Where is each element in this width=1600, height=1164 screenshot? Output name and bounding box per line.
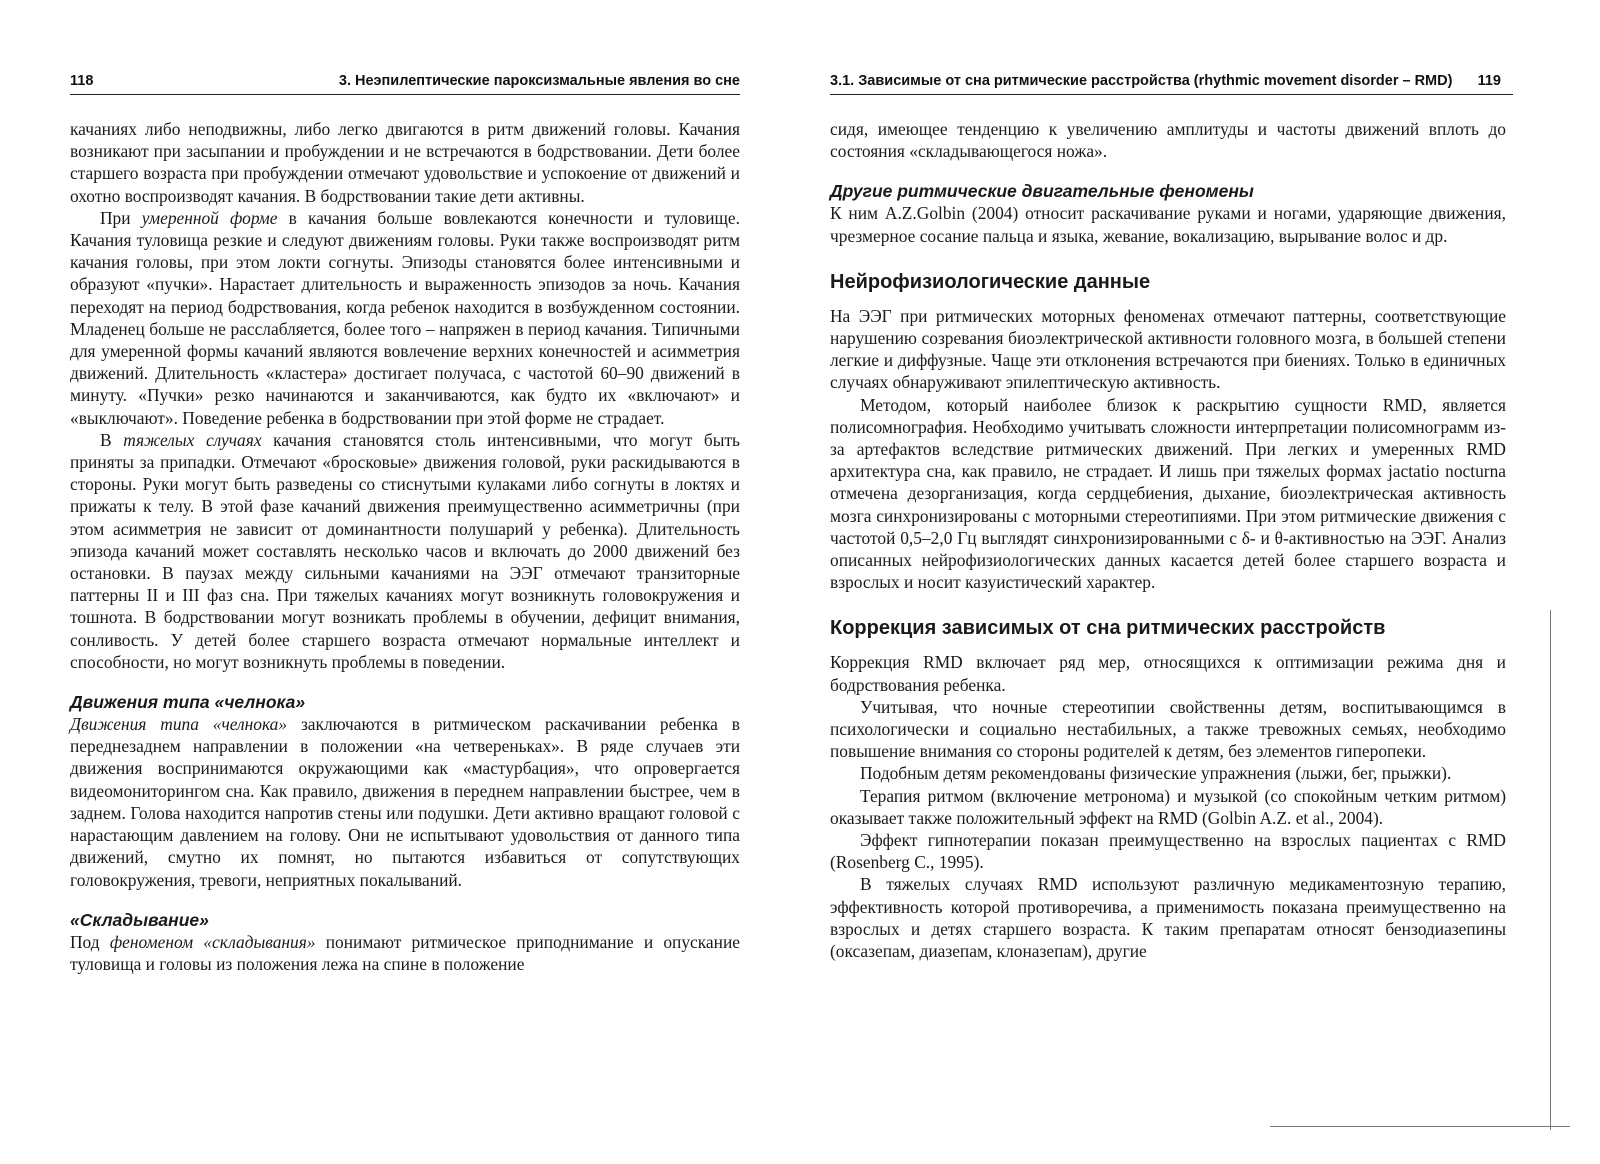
text-run: качания становятся столь интенсивными, что могут быть приняты за припадки. Отмечают «бросковые» движения головой, руки раскидываются в стороны. Руки могут быть разведены со стиснутыми кулаками либо согнуты в локтях и прижаты к телу. В этой фазе качаний движения преимущественно асимметричны (при этом асимметрия не зависит от доминантности полушарий у ребенка). Длительность эпизода качаний может составлять несколько часов и включать до 2000 движений без остановки. В паузах между сильными качаниями на ЭЭГ отмечают транзиторные паттерны II и III фаз сна. При тяжелых качаниях могут возникнуть головокружения и тошнота. В бодрствовании могут возникать проблемы в обучении, дефицит внимания, сонливость. У детей более старшего возраста отмечают нормальные интеллект и способности, но могут возникнуть проблемы в поведении. [70, 429, 740, 672]
emphasis: Движения типа «челнока» [70, 714, 288, 735]
paragraph [70, 713, 740, 891]
paragraph: сидя, имеющее тенденцию к увеличению амплитуды и частоты движений вплоть до состояния «складывающегося ножа». [830, 119, 1506, 162]
page-body [70, 118, 740, 975]
section-subheading: «Складывание» [70, 909, 209, 930]
paragraph: Эффект гипнотерапии показан преимущественно на взрослых пациентах с RMD (Rosenberg C., 1995). [830, 830, 1506, 873]
emphasis: умеренной форме [141, 207, 278, 228]
paragraph: На ЭЭГ при ритмических моторных феноменах отмечают паттерны, соответствующие нарушению созревания биоэлектрической активности головного мозга, в большей степени легкие и диффузные. Чаще эти отклонения встречаются при биениях. Только в единичных случаях обнаруживают эпилептическую активность. [830, 305, 1506, 393]
page-edge-line [1270, 1126, 1570, 1127]
text-run: в качания больше вовлекаются конечности и туловище. Качания туловища резкие и следуют движениям головы. Руки также воспроизводят ритм качания головы, при этом локти согнуты. Эпизоды становятся более интенсивными и образуют «пучки». Нарастает длительность и выраженность эпизодов за ночь. Качания переходят на период бодрствования, когда ребенок находится в возбужденном состоянии. Младенец больше не расслабляется, более того – напряжен в период качания. Типичными для умеренной формы качаний являются вовлечение верхних конечностей и асимметрия движений. Длительность «кластера» достигает получаса, с частотой 60–90 движений в минуту. «Пучки» резко начинаются и заканчиваются, как будто их «включают» и «выключают». Поведение ребенка в бодрствовании при этой форме не страдает. [70, 207, 740, 428]
section-heading: Нейрофизиологические данные [830, 270, 1151, 293]
paragraph [70, 207, 740, 429]
text-run: Под [70, 931, 100, 952]
text-run: При [100, 207, 131, 228]
emphasis: феноменом «складывания» [109, 931, 316, 952]
paragraph: Методом, который наиболее близок к раскрытию сущности RMD, является полисомнография. Необходимо учитывать сложности интерпретации полисомнограмм из-за артефактов вследствие ритмических движений. При легких и умеренных RMD архитектура сна, как правило, не страдает. И лишь при тяжелых формах jactatio nocturna отмечена дезорганизация, когда сердцебиения, дыхание, биоэлектрическая активность мозга синхронизированы с моторными стереотипиями. При этом ритмические движения с частотой 0,5–2,0 Гц выглядят синхронизированными с δ- и θ-активностью на ЭЭГ. Анализ описанных нейрофизиологических данных касается детей более старшего возраста и взрослых и носит казуистический характер. [830, 394, 1506, 593]
page-edge-line [1550, 610, 1551, 1130]
page-number: 118 [70, 73, 94, 89]
paragraph [70, 931, 740, 975]
right-page [790, 0, 1600, 1164]
paragraph: качаниях либо неподвижны, либо легко двигаются в ритм движений головы. Качания возникают при засыпании и пробуждении и не встречаются в бодрствовании. Дети более старшего возраста при пробуждении отмечают удовольствие и успокоение от движений и охотно воспроизводят качания. В бодрствовании такие дети активны. [70, 119, 740, 206]
paragraph: Учитывая, что ночные стереотипии свойственны детям, воспитывающимся в психологически и социально нестабильных, а также тревожных семьях, необходимо повышение внимания со стороны родителей к детям, без элементов гиперопеки. [830, 696, 1506, 762]
running-header [70, 70, 740, 95]
section-subheading: Движения типа «челнока» [70, 692, 306, 713]
paragraph: К ним A.Z.Golbin (2004) относит раскачивание руками и ногами, ударяющие движения, чрезмерное сосание пальца и языка, жевание, вокализацию, вырывание волос и др. [830, 203, 1506, 246]
text-run: понимают ритмическое приподнимание и опускание туловища и головы из положения лежа на спине в положение [70, 931, 740, 974]
section-heading: Коррекция зависимых от сна ритмических расстройств [830, 617, 1386, 640]
paragraph: Коррекция RMD включает ряд мер, относящихся к оптимизации режима дня и бодрствования ребенка. [830, 652, 1506, 695]
page-number: 119 [1477, 73, 1501, 89]
section-subheading: Другие ритмические двигательные феномены [830, 181, 1254, 202]
text-run: заключаются в ритмическом раскачивании ребенка в переднезаднем направлении в положении «на четвереньках». В ряде случаев эти движения воспринимаются окружающими как «мастурбация», что опровергается видеомониторингом сна. Как правило, движения в переднем направлении быстрее, чем в заднем. Голова находится напротив стены или подушки. Дети активно вращают головой с нарастающим давлением на голову. Они не испытывают удовольствия от данного типа движений, смутно их помнят, но пытаются избавиться от сопутствующих головокружения, тревоги, неприятных покалываний. [70, 714, 740, 890]
running-header [830, 70, 1513, 95]
running-title: 3.1. Зависимые от сна ритмические расстройства (rhythmic movement disorder – RMD) [830, 73, 1453, 89]
text-run: В [100, 429, 112, 450]
paragraph: Подобным детям рекомендованы физические упражнения (лыжи, бег, прыжки). [860, 763, 1452, 784]
paragraph: Терапия ритмом (включение метронома) и музыкой (со спокойным четким ритмом) оказывает также положительный эффект на RMD (Golbin A.Z. et al., 2004). [830, 785, 1506, 828]
paragraph: В тяжелых случаях RMD используют различную медикаментозную терапию, эффективность которой противоречива, а применимость показана преимущественно на взрослых и детях старшего возраста. К таким препаратам относят бензодиазепины (оксазепам, диазепам, клоназепам), другие [830, 874, 1506, 962]
running-title: 3. Неэпилептические пароксизмальные явления во сне [338, 73, 740, 89]
left-page [0, 0, 790, 1164]
page-body [830, 118, 1506, 962]
paragraph [70, 429, 740, 673]
emphasis: тяжелых случаях [123, 429, 262, 450]
